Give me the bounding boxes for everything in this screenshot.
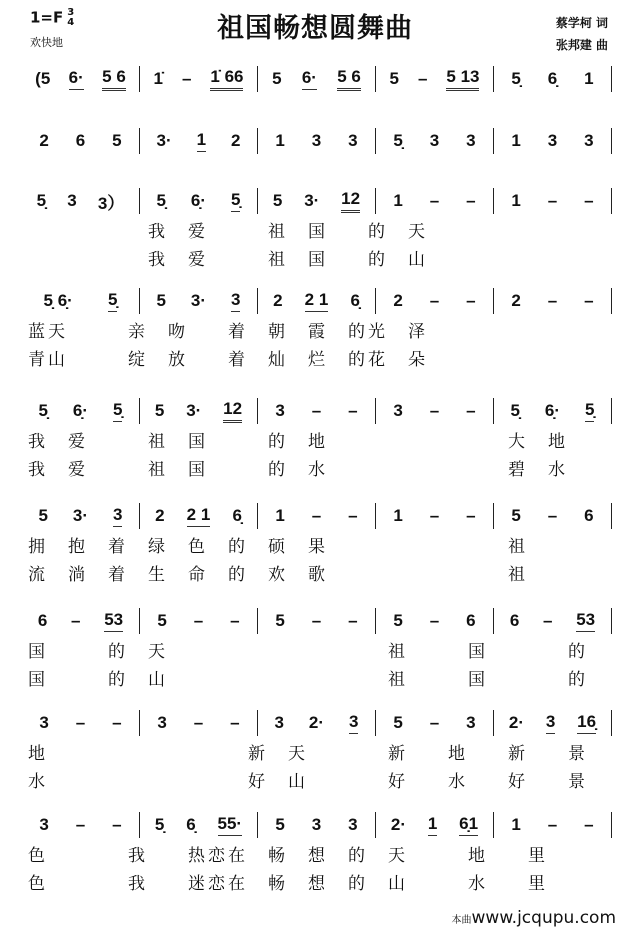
note: – xyxy=(547,191,558,210)
note: 6 xyxy=(509,611,520,630)
note: 5 6 xyxy=(337,67,361,91)
note: – xyxy=(466,191,476,210)
notes-row xyxy=(22,128,612,154)
note: 3· xyxy=(72,506,89,525)
note: 6̣1 xyxy=(459,814,478,836)
watermark xyxy=(452,908,616,928)
note: 1 xyxy=(511,815,521,834)
note: 3 xyxy=(466,131,476,150)
note: – xyxy=(584,291,594,310)
note: 2 1 xyxy=(187,505,211,527)
note: (5 xyxy=(35,69,51,88)
note: 5 xyxy=(393,611,403,630)
measure xyxy=(258,503,376,529)
system xyxy=(22,288,612,374)
note: 5 13 xyxy=(446,67,479,91)
measure xyxy=(494,188,612,214)
note: – xyxy=(348,611,358,630)
note: 5 6 xyxy=(102,67,126,91)
note: 12 xyxy=(341,189,360,213)
measure xyxy=(140,710,258,736)
note: 6̣ xyxy=(350,291,360,310)
lyric-line: 我 爱 祖 国 的 山 xyxy=(28,250,428,270)
measure xyxy=(140,128,258,154)
note: 6 xyxy=(584,506,594,525)
note: 5 xyxy=(272,191,283,210)
note: 3 xyxy=(349,712,358,734)
measure xyxy=(258,710,376,736)
system xyxy=(22,710,612,796)
measure xyxy=(22,66,140,92)
lyricist: 蔡学柯 词 xyxy=(555,16,608,30)
measure xyxy=(140,812,258,838)
system xyxy=(22,398,612,484)
note: – xyxy=(348,401,358,420)
note: 12 xyxy=(223,399,242,423)
note: 3 xyxy=(67,191,77,210)
lyric-line: 青山 绽 放 着 灿 烂 的花 朵 xyxy=(28,350,428,370)
measure xyxy=(494,503,612,529)
note: 3 xyxy=(275,401,285,420)
system xyxy=(22,66,612,92)
note: – xyxy=(584,815,594,834)
measure xyxy=(494,710,612,736)
lyric-line: 色 我 迷恋在 畅 想 的 山 水 里 xyxy=(28,874,548,894)
note: 5 xyxy=(275,611,285,630)
measure xyxy=(22,128,140,154)
note: 5̣ xyxy=(231,190,240,212)
measure xyxy=(376,66,494,92)
note: 1 xyxy=(584,69,594,88)
measure xyxy=(376,398,494,424)
note: 1 xyxy=(428,814,437,836)
note: 6̣· xyxy=(190,191,207,210)
note: 5 xyxy=(275,815,285,834)
note: – xyxy=(466,401,476,420)
measure xyxy=(494,812,612,838)
note: 5 xyxy=(157,611,167,630)
lyric-line: 地 新 天 新 地 新 景 xyxy=(28,744,588,764)
note: – xyxy=(429,713,440,732)
note: 5 xyxy=(38,506,48,525)
system xyxy=(22,128,612,154)
note: 3 xyxy=(231,290,240,312)
note: 5̣ xyxy=(38,401,48,420)
composer: 张邦建 曲 xyxy=(555,38,608,52)
notes-row xyxy=(22,812,612,838)
note: 2 xyxy=(273,291,283,310)
notes-row xyxy=(22,608,612,634)
note: 6̣ xyxy=(232,506,242,525)
system xyxy=(22,812,612,898)
note: 3· xyxy=(304,191,320,210)
key-label: 1=F xyxy=(30,8,64,27)
note: – xyxy=(547,506,558,525)
note: 5̣ xyxy=(108,290,117,312)
note: 6· xyxy=(302,68,317,90)
note: 3 xyxy=(39,815,49,834)
watermark-prefix: 本曲 xyxy=(451,915,472,926)
note: 3· xyxy=(186,401,202,420)
note: 3 xyxy=(157,713,167,732)
note: 5̣ xyxy=(113,400,122,422)
note: 3 xyxy=(546,712,555,734)
note: – xyxy=(230,611,240,630)
note: 5 xyxy=(154,401,165,420)
note: 5̣ xyxy=(585,400,594,422)
note: 3 xyxy=(429,131,440,150)
note: 5 xyxy=(393,713,403,732)
note: 3） xyxy=(97,193,125,213)
measure xyxy=(376,812,494,838)
note: – xyxy=(193,713,204,732)
note: – xyxy=(547,815,558,834)
lyric-line: 我 爱 祖 国 的 天 xyxy=(28,222,428,242)
measure xyxy=(258,66,376,92)
note: – xyxy=(71,611,81,630)
measure xyxy=(376,608,494,634)
note: – xyxy=(311,611,322,630)
measure xyxy=(494,128,612,154)
measure xyxy=(140,288,258,314)
page-title: 祖国畅想圆舞曲 xyxy=(217,13,413,44)
note: 3 xyxy=(584,131,594,150)
measure xyxy=(258,188,376,214)
note: – xyxy=(429,191,440,210)
note: 6̣ xyxy=(547,69,558,88)
note: 6 xyxy=(37,611,48,630)
note: 3 xyxy=(348,815,358,834)
note: 1 xyxy=(511,131,521,150)
note: 1 xyxy=(275,131,285,150)
note: 2· xyxy=(508,713,525,732)
note: – xyxy=(230,713,240,732)
note: 2 xyxy=(155,506,165,525)
measure xyxy=(376,128,494,154)
notes-row xyxy=(22,188,612,214)
note: – xyxy=(112,713,122,732)
note: – xyxy=(75,713,86,732)
note: 1 xyxy=(511,191,521,210)
note: 6 xyxy=(466,611,476,630)
note: 2 xyxy=(39,131,49,150)
note: 3 xyxy=(466,713,476,732)
measure xyxy=(140,66,258,92)
note: 1̇ xyxy=(153,69,163,88)
note: – xyxy=(311,401,322,420)
note: – xyxy=(466,291,476,310)
note: 5 xyxy=(272,69,282,88)
measure xyxy=(376,710,494,736)
note: 55· xyxy=(218,814,243,836)
measure xyxy=(494,66,612,92)
note: – xyxy=(543,611,553,630)
note: 5̣ 6̣· xyxy=(43,291,73,310)
note: – xyxy=(429,291,440,310)
note: 5 xyxy=(511,506,521,525)
system xyxy=(22,503,612,589)
note: – xyxy=(75,815,86,834)
system xyxy=(22,188,612,274)
note: – xyxy=(429,506,440,525)
note: 5 xyxy=(389,69,399,88)
note: – xyxy=(466,506,476,525)
note: 2 xyxy=(231,131,241,150)
note: – xyxy=(193,611,204,630)
lyric-line: 流 淌 着 生 命 的 欢 歌 祖 xyxy=(28,565,528,585)
note: 2· xyxy=(308,713,325,732)
system xyxy=(22,608,612,694)
note: 3 xyxy=(39,713,49,732)
notes-row xyxy=(22,66,612,92)
measure xyxy=(22,288,140,314)
lyric-line: 蓝天 亲 吻 着 朝 霞 的光 泽 xyxy=(28,322,428,342)
note: 16̣ xyxy=(577,712,596,734)
note: 3 xyxy=(274,713,284,732)
note: 53 xyxy=(104,610,123,632)
note: 6· xyxy=(69,68,84,90)
note: – xyxy=(348,506,358,525)
note: – xyxy=(547,291,558,310)
note: 6 xyxy=(75,131,86,150)
note: 1 xyxy=(393,191,403,210)
measure xyxy=(376,188,494,214)
note: 1̇ 66 xyxy=(210,67,243,91)
note: 1 xyxy=(275,506,285,525)
note: 5̣ xyxy=(36,191,47,210)
lyric-line: 色 我 热恋在 畅 想 的 天 地 里 xyxy=(28,846,548,866)
measure xyxy=(22,812,140,838)
time-top: 3 xyxy=(67,7,75,18)
lyric-line: 拥 抱 着 绿 色 的 硕 果 祖 xyxy=(28,537,528,557)
note: 6̣ xyxy=(186,815,196,834)
measure xyxy=(22,710,140,736)
note: 3 xyxy=(348,131,358,150)
note: 2 1 xyxy=(305,290,329,312)
notes-row xyxy=(22,710,612,736)
note: 3 xyxy=(393,401,403,420)
measure xyxy=(22,608,140,634)
lyric-line: 我 爱 祖 国 的 地 大 地 xyxy=(28,432,568,452)
note: 5̣ xyxy=(156,191,166,210)
note: – xyxy=(429,401,440,420)
note: 3· xyxy=(156,131,172,150)
note: 6̣· xyxy=(544,401,561,420)
note: 5̣ xyxy=(510,401,520,420)
note: 6̣· xyxy=(72,401,89,420)
notes-row xyxy=(22,503,612,529)
note: 3 xyxy=(311,131,322,150)
note: – xyxy=(584,191,594,210)
measure xyxy=(494,288,612,314)
note: – xyxy=(112,815,122,834)
lyric-line: 水 好 山 好 水 好 景 xyxy=(28,772,588,792)
measure xyxy=(140,608,258,634)
note: 2 xyxy=(393,291,403,310)
note: 5̣ xyxy=(393,131,403,150)
note: 5 xyxy=(112,131,122,150)
note: 53 xyxy=(576,610,595,632)
measure xyxy=(140,398,258,424)
note: – xyxy=(311,506,322,525)
measure xyxy=(22,188,140,214)
note: – xyxy=(417,69,428,88)
note: 5̣ xyxy=(511,69,521,88)
measure xyxy=(22,398,140,424)
lyric-line: 国 的 山 祖 国 的 xyxy=(28,670,588,690)
note: 1 xyxy=(197,130,206,152)
measure xyxy=(376,288,494,314)
measure xyxy=(376,503,494,529)
measure xyxy=(258,128,376,154)
note: 2· xyxy=(390,815,407,834)
lyric-line: 国 的 天 祖 国 的 xyxy=(28,642,588,662)
measure xyxy=(258,608,376,634)
note: 3· xyxy=(190,291,207,310)
note: 3 xyxy=(311,815,322,834)
measure xyxy=(258,288,376,314)
note: – xyxy=(429,611,440,630)
watermark-site: www.jcqupu.com xyxy=(471,908,616,928)
lyric-line: 我 爱 祖 国 的 水 碧 水 xyxy=(28,460,568,480)
measure xyxy=(494,608,612,634)
measure xyxy=(258,812,376,838)
note: 3 xyxy=(547,131,558,150)
note: 1 xyxy=(393,506,403,525)
note: – xyxy=(181,69,192,88)
measure xyxy=(140,503,258,529)
time-bottom: 4 xyxy=(67,17,75,28)
notes-row xyxy=(22,288,612,314)
tempo-marking: 欢快地 xyxy=(30,36,63,49)
measure xyxy=(258,398,376,424)
measure xyxy=(22,503,140,529)
measure xyxy=(494,398,612,424)
credits xyxy=(556,12,608,56)
note: 2 xyxy=(511,291,521,310)
note: 3 xyxy=(113,505,122,527)
notes-row xyxy=(22,398,612,424)
note: 5̣ xyxy=(154,815,165,834)
note: 5 xyxy=(156,291,166,310)
measure xyxy=(140,188,258,214)
